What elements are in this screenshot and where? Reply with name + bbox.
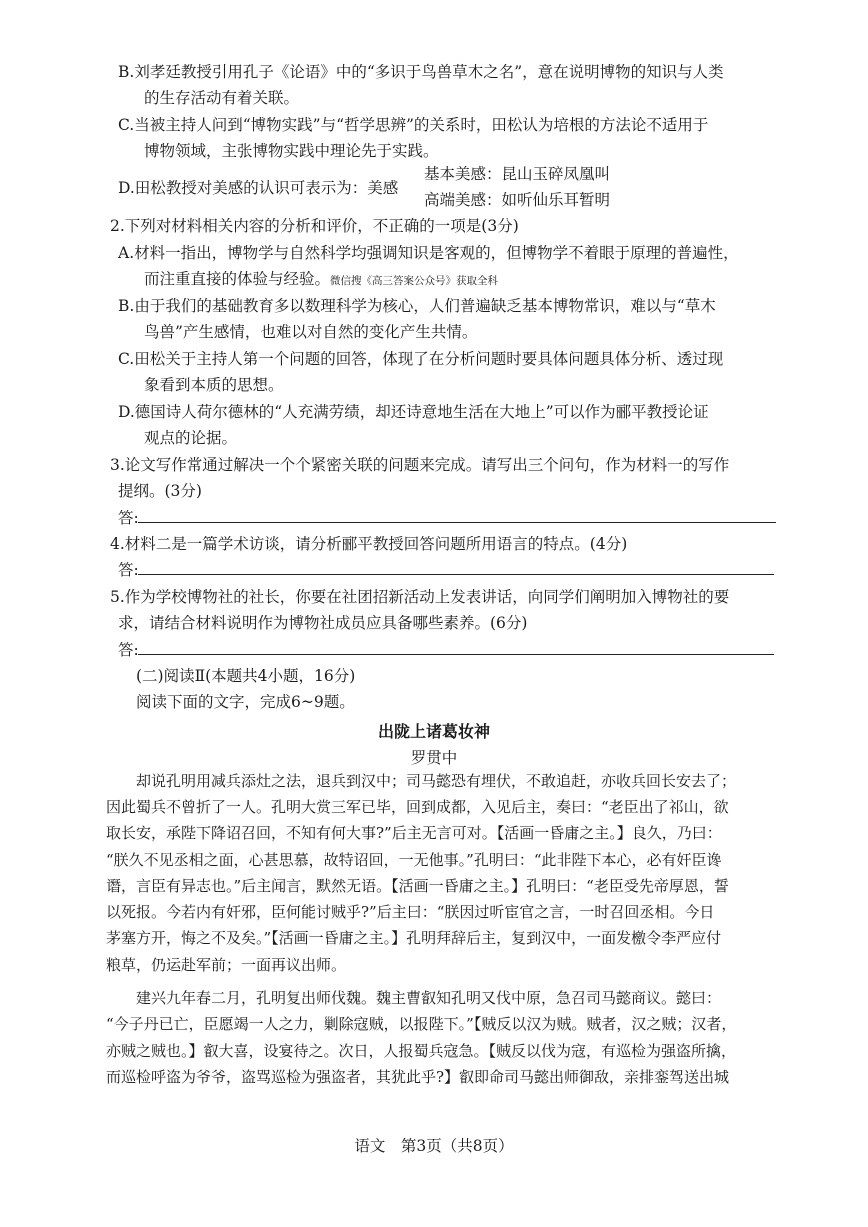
q2-option-a-line2: [144, 269, 498, 291]
q1-option-c-line1: C.当被主持人问到“博物实践”与“哲学思辨”的关系时，田松认为培根的方法论不适用于: [118, 116, 709, 134]
q1-option-b-line2: 的生存活动有着关联。: [144, 89, 300, 107]
q4-answer-blank[interactable]: [138, 574, 774, 575]
q2-option-c-line2: 象看到本质的思想。: [144, 376, 284, 394]
q3-answer-label: 答:: [118, 509, 139, 527]
watermark-text: 微信搜《高三答案公众号》获取全科: [330, 275, 499, 287]
passage-line: 谮，言臣有异志也。”后主闻言，默然无语。【活画一昏庸之主。】孔明曰：“老臣受先帝厚恩，誓: [106, 877, 729, 895]
q3-stem-line1: 3.论文写作常通过解决一个个紧密关联的问题来完成。请写出三个问句，作为材料一的写作: [110, 456, 730, 474]
section2-heading: (二)阅读Ⅱ(本题共4小题，16分): [136, 667, 356, 685]
q2-option-d-line1: D.德国诗人荷尔德林的“人充满劳绩，却还诗意地生活在大地上”可以作为郦平教授论证: [118, 403, 709, 421]
passage-line: 亦贼之贼也。】叡大喜，设宴待之。次日，人报蜀兵寇急。【贼反以伐为寇，有巡检为强盗所擒，: [106, 1042, 737, 1060]
passage-line: 却说孔明用减兵添灶之法，退兵到汉中；司马懿恐有埋伏，不敢追赶，亦收兵回长安去了；: [136, 772, 737, 790]
q2-option-b-line2: 鸟兽”产生感情，也难以对自然的变化产生共情。: [144, 323, 478, 341]
passage-line: “朕久不见丞相之面，心甚思慕，故特诏回，一无他事。”孔明曰：“此非陛下本心，必有奸臣谗: [106, 851, 722, 869]
q2-option-a-line1: A.材料一指出，博物学与自然科学均强调知识是客观的，但博物学不着眼于原理的普遍性，: [118, 244, 739, 262]
q5-stem-line2: 求，请结合材料说明作为博物社成员应具备哪些素养。(6分): [118, 614, 528, 632]
q1-option-b-line1: B.刘孝廷教授引用孔子《论语》中的“多识于鸟兽草木之名”，意在说明博物的知识与人类: [118, 63, 724, 81]
q4-answer-label: 答:: [118, 561, 139, 579]
q2-option-a-line2-text: 而注重直接的体验与经验。: [144, 270, 331, 288]
q1-option-d-prefix: D.田松教授对美感的认识可表示为：美感: [118, 179, 399, 197]
q5-answer-blank[interactable]: [138, 654, 774, 655]
passage-line: 取长安，承陛下降诏召回，不知有何大事?”后主无言可对。【活画一昏庸之主。】良久，乃曰：: [106, 824, 722, 842]
q4-stem: 4.材料二是一篇学术访谈，请分析郦平教授回答问题所用语言的特点。(4分): [110, 535, 628, 553]
q3-answer-blank[interactable]: [138, 522, 776, 523]
q1-option-d-basic: 基本美感：昆山玉碎凤凰叫: [424, 165, 611, 183]
q2-option-d-line2: 观点的论据。: [144, 429, 238, 447]
q2-stem: 2.下列对材料相关内容的分析和评价，不正确的一项是(3分): [110, 217, 519, 235]
q5-stem-line1: 5.作为学校博物社的社长，你要在社团招新活动上发表讲话，向同学们阐明加入博物社的要: [110, 588, 730, 606]
passage-line: 而巡检呼盗为爷爷，盗骂巡检为强盗者，其犹此乎?】叡即命司马懿出师御敌，亲排銮驾送出城: [106, 1068, 730, 1086]
passage-line: 建兴九年春二月，孔明复出师伐魏。魏主曹叡知孔明又伐中原，急召司马懿商议。懿曰：: [136, 989, 722, 1007]
passage-line: 因此蜀兵不曾折了一人。孔明大赏三军已毕，回到成都，入见后主，奏曰：“老臣出了祁山，欲: [106, 798, 729, 816]
q5-answer-label: 答:: [118, 641, 139, 659]
passage-line: 茅塞方开，悔之不及矣。”【活画一昏庸之主。】孔明拜辞后主，复到汉中，一面发檄令李严应付: [106, 929, 722, 947]
passage-line: 以死报。今若内有奸邪，臣何能讨贼乎?”后主曰：“朕因过听宦官之言，一时召回丞相。今日: [106, 903, 715, 921]
q1-option-d-advanced: 高端美感：如听仙乐耳暂明: [424, 191, 611, 209]
passage-line: 粮草，仍运赴军前；一面再议出师。: [106, 956, 347, 974]
section2-instruction: 阅读下面的文字，完成6~9题。: [136, 693, 355, 711]
passage-title: 出陇上诸葛妆神: [377, 722, 490, 741]
q2-option-b-line1: B.由于我们的基础教育多以数理科学为核心，人们普遍缺乏基本博物常识，难以与“草木: [118, 297, 716, 315]
page-footer: 语文 第3页（共8页）: [354, 1137, 514, 1155]
q1-option-c-line2: 博物领域，主张博物实践中理论先于实践。: [144, 142, 439, 160]
passage-author: 罗贯中: [410, 749, 458, 767]
passage-line: “今子丹已亡，臣愿竭一人之力，剿除寇贼，以报陛下。”【贼反以汉为贼。贼者，汉之贼；汉者，: [106, 1015, 737, 1033]
q2-option-c-line1: C.田松关于主持人第一个问题的回答，体现了在分析问题时要具体问题具体分析、透过现: [118, 350, 724, 368]
q3-stem-line2: 提纲。(3分): [118, 482, 202, 500]
